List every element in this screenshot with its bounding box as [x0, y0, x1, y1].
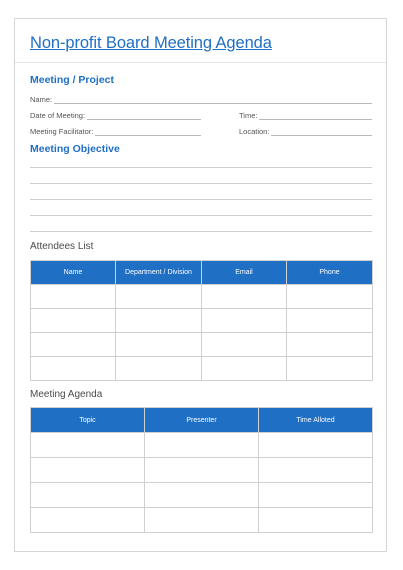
document-title: Non-profit Board Meeting Agenda: [30, 34, 272, 52]
time-label: Time:: [239, 111, 258, 120]
attendees-table: [30, 260, 373, 381]
objective-line[interactable]: [30, 231, 372, 232]
time-line[interactable]: [259, 111, 372, 120]
table-cell[interactable]: [202, 309, 287, 333]
column-header-email: Email: [202, 261, 287, 285]
table-cell[interactable]: [287, 357, 373, 381]
date-label: Date of Meeting:: [30, 111, 86, 120]
location-label: Location:: [239, 127, 270, 136]
facilitator-line[interactable]: [95, 127, 201, 136]
objective-line[interactable]: [30, 183, 372, 184]
table-row: [31, 458, 373, 483]
table-cell[interactable]: [287, 333, 373, 357]
table-cell[interactable]: [145, 508, 259, 533]
name-field[interactable]: [30, 95, 372, 104]
table-row: [31, 433, 373, 458]
table-cell[interactable]: [145, 433, 259, 458]
table-row: [31, 333, 373, 357]
agenda-table: [30, 407, 373, 533]
table-cell[interactable]: [202, 357, 287, 381]
table-cell[interactable]: [259, 433, 373, 458]
table-cell[interactable]: [31, 285, 116, 309]
table-cell[interactable]: [259, 508, 373, 533]
attendees-header-row: [31, 261, 373, 285]
column-header-phone: Phone: [287, 261, 373, 285]
table-cell[interactable]: [31, 508, 145, 533]
table-row: [31, 309, 373, 333]
table-cell[interactable]: [31, 357, 116, 381]
meeting-project-heading: Meeting / Project: [30, 74, 115, 86]
date-field[interactable]: [30, 111, 201, 120]
table-cell[interactable]: [31, 433, 145, 458]
location-field[interactable]: [239, 127, 372, 136]
table-row: [31, 285, 373, 309]
table-cell[interactable]: [259, 458, 373, 483]
time-field[interactable]: [239, 111, 372, 120]
table-cell[interactable]: [116, 357, 202, 381]
facilitator-label: Meeting Facilitator:: [30, 127, 94, 136]
column-header-time-alloted: Time Alloted: [259, 408, 373, 433]
objective-line[interactable]: [30, 167, 372, 168]
objective-line[interactable]: [30, 215, 372, 216]
name-line[interactable]: [54, 95, 372, 104]
name-label: Name:: [30, 95, 53, 104]
table-row: [31, 508, 373, 533]
column-header-presenter: Presenter: [145, 408, 259, 433]
facilitator-field[interactable]: [30, 127, 201, 136]
table-cell[interactable]: [116, 309, 202, 333]
column-header-name: Name: [31, 261, 116, 285]
table-cell[interactable]: [259, 483, 373, 508]
table-cell[interactable]: [31, 309, 116, 333]
table-cell[interactable]: [31, 333, 116, 357]
meeting-objective-heading: Meeting Objective: [30, 143, 120, 155]
table-row: [31, 357, 373, 381]
table-cell[interactable]: [287, 285, 373, 309]
table-cell[interactable]: [202, 333, 287, 357]
meeting-agenda-heading: Meeting Agenda: [30, 389, 103, 400]
table-cell[interactable]: [116, 285, 202, 309]
objective-line[interactable]: [30, 199, 372, 200]
table-row: [31, 483, 373, 508]
column-header-department: Department / Division: [116, 261, 202, 285]
table-cell[interactable]: [287, 309, 373, 333]
attendees-heading: Attendees List: [30, 241, 94, 252]
agenda-sheet: [14, 18, 387, 552]
table-cell[interactable]: [145, 483, 259, 508]
date-line[interactable]: [87, 111, 201, 120]
table-cell[interactable]: [31, 458, 145, 483]
table-cell[interactable]: [202, 285, 287, 309]
column-header-topic: Topic: [31, 408, 145, 433]
table-cell[interactable]: [31, 483, 145, 508]
table-cell[interactable]: [116, 333, 202, 357]
agenda-header-row: [31, 408, 373, 433]
location-line[interactable]: [271, 127, 372, 136]
table-cell[interactable]: [145, 458, 259, 483]
title-divider: [15, 62, 386, 63]
